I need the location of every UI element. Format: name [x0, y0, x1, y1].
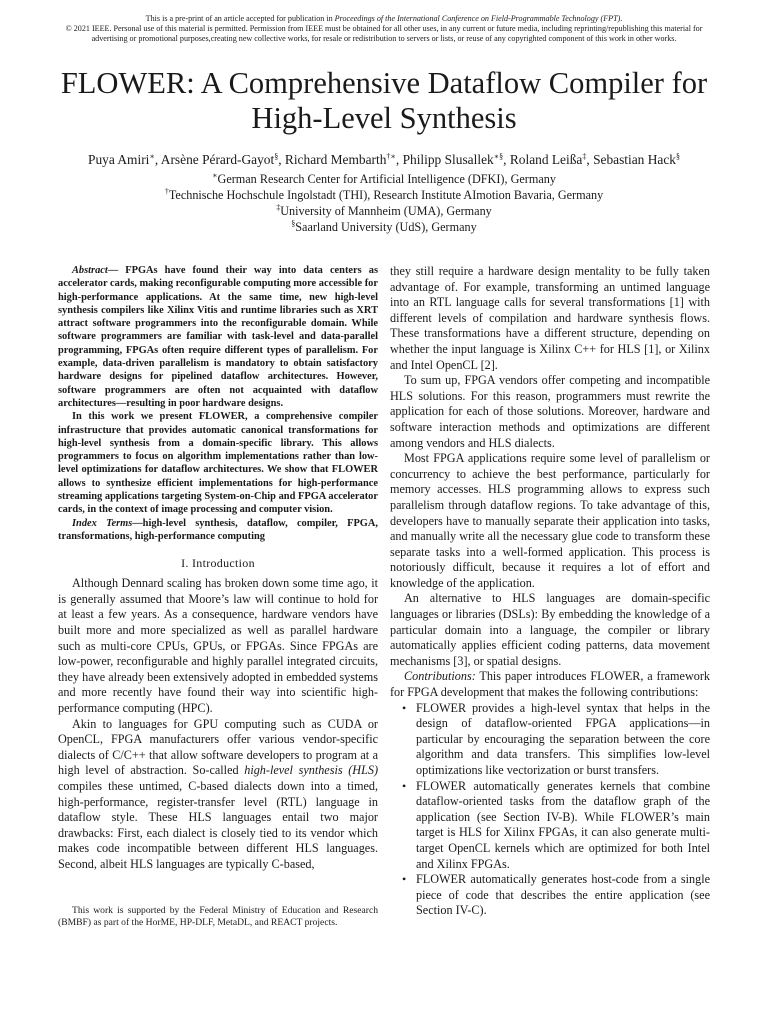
- affiliation-list: [40, 171, 728, 235]
- author: Arsène Pérard-Gayot§,: [160, 152, 285, 167]
- affiliation: †Technische Hochschule Ingolstadt (THI), Research Institute AImotion Bavaria, Germany: [164, 187, 604, 202]
- preprint-notice: [60, 14, 708, 45]
- hls-term: high-level synthesis (HLS): [244, 763, 379, 778]
- funding-footnote: This work is supported by the Federal Ministry of Education and Research (BMBF) as part of the HorME, HP-DLF, MetaDL, and REACT projects.: [58, 905, 378, 928]
- abstract: [58, 264, 378, 543]
- left-column: [58, 264, 378, 873]
- contributions-label: Contributions:: [404, 669, 476, 684]
- index-terms-label: Index Terms: [72, 517, 133, 529]
- introduction-right: [390, 264, 710, 919]
- bullet-icon: •: [402, 872, 407, 887]
- author: Puya Amiri∗,: [88, 152, 161, 167]
- contributions-paragraph: Contributions: This paper introduces FLOWER, a framework for FPGA development that makes the following contributions:: [390, 669, 710, 700]
- body-paragraph: Akin to languages for GPU computing such as CUDA or OpenCL, FPGA manufacturers offer various vendor-specific dialects of C/C++ that allow software developers to program at a high level of abstraction. So-called high-level synthesis (HLS) compiles these untimed, C-based dialects down into a timed, high-performance, register-transfer level (RTL) language in dataflow style. These HLS languages entail two major drawbacks: First, each dialect is closely tied to its vendor which makes code incompatible between different HLS languages. Second, albeit HLS languages are typically C-based,: [58, 716, 379, 871]
- body-paragraph: Most FPGA applications require some level of parallelism or concurrency to achieve the best performance, particularly for memory accesses. HLS programming allows to express such parallelism through dataflow regions. To take advantage of this, developers have to manually separate their application into tasks, and manually write all the necessary glue code to transform these separate tasks into a well-formed application. This process is notoriously difficult, because it requires a lot of effort and knowledge of the application.: [390, 451, 710, 590]
- bullet-icon: •: [402, 700, 407, 715]
- list-item: • FLOWER automatically generates host-code from a single piece of code that describes the entire application (see Section IV-C).: [402, 872, 710, 918]
- body-paragraph: An alternative to HLS languages are domain-specific languages or libraries (DSLs): By embedding the knowledge of a particular domain into a language, the compiler or library automatically applies efficient coding patterns, data movement mechanisms [3], or spatial designs.: [390, 591, 710, 668]
- author-list: [20, 152, 748, 168]
- notice-copyright: © 2021 IEEE. Personal use of this material is permitted. Permission from IEEE must be obtained for all other uses, in any current or future media, including reprinting/republishing this material for advertising or promotional purposes,creating new collective works, for resale or redistribution to servers or lists, or reuse of any copyrighted component of this work in other works.: [65, 24, 703, 44]
- affiliation: ∗German Research Center for Artificial Intelligence (DFKI), Germany: [212, 171, 556, 186]
- abstract-label: Abstract: [72, 265, 108, 276]
- abstract-paragraph: In this work we present FLOWER, a comprehensive compiler infrastructure that provides automatic canonical transformations for high-level synthesis from a domain-specific library. This allows programmers to focus on algorithm implementations rather than low-level optimizations for dataflow architectures. We show that FLOWER allows to synthesize efficient implementations for high-performance streaming applications targeting System-on-Chip and FPGA accelerator cards, in the context of image processing and computer vision.: [58, 411, 378, 516]
- body-paragraph: they still require a hardware design mentality to be fully taken advantage of. For example, transforming an untimed language into an RTL language calls for several transformations [1] with different levels of compilation and hardware synthesis flows. These transformations have a different structure, depending on whether the input language is Xilinx C++ for HLS [1], or Xilinx and Intel OpenCL [2].: [390, 264, 710, 372]
- list-item: • FLOWER provides a high-level syntax that helps in the design of dataflow-oriented FPGA applications—in particular by encouraging the separation between the core algorithm and data transfers. This simplifies low-level optimizations like vectorization or burst transfers.: [402, 700, 710, 777]
- list-item: • FLOWER automatically generates kernels that combine dataflow-oriented tasks from the dataflow graph of the application (see Section IV-B). While FLOWER’s main target is HLS for Xilinx FPGAs, it can also generate multi-target OpenCL kernels which are optimized for both Intel and Xilinx FPGAs.: [402, 778, 710, 871]
- introduction-left: [58, 576, 378, 872]
- index-terms: Index Terms—high-level synthesis, dataflow, compiler, FPGA, transformations, high-performance computing: [58, 517, 378, 542]
- author: Sebastian Hack§: [593, 152, 680, 167]
- affiliation: §Saarland University (UdS), Germany: [291, 219, 477, 234]
- author: Roland Leißa‡,: [509, 152, 594, 167]
- author: Richard Membarth†∗,: [284, 152, 403, 167]
- venue-name: Proceedings of the International Conference on Field-Programmable Technology (FPT): [334, 14, 621, 23]
- paper-title: FLOWER: A Comprehensive Dataflow Compiler for High-Level Synthesis: [60, 66, 708, 135]
- notice-line-venue: This is a pre-print of an article accepted for publication in Proceedings of the International Conference on Field-Programmable Technology (FPT).: [145, 14, 623, 23]
- body-paragraph: Although Dennard scaling has broken down some time ago, it is generally assumed that Moore’s law will continue to hold for at least a few years. As a consequence, hardware vendors have built more and more specialized as well as parallel hardware such as multi-core CPUs, GPUs, or FPGAs. Since FPGAs are low-power, reconfigurable and highly parallel integrated circuits, they have already been extensively adopted in embedded systems and more recently have found their way into scientific high-performance computing (HPC).: [58, 576, 378, 715]
- author: Philipp Slusallek∗§,: [402, 152, 510, 167]
- contribution-list: [390, 701, 710, 919]
- bullet-icon: •: [402, 778, 407, 793]
- affiliation: ‡University of Mannheim (UMA), Germany: [276, 203, 492, 218]
- body-paragraph: To sum up, FPGA vendors offer competing and incompatible HLS solutions. For this reason, programmers must rewrite the application for each of those solutions. Moreover, hardware and software interaction methods and optimizations are different among vendors and HLS dialects.: [390, 373, 710, 450]
- section-heading-introduction: I. Introduction: [181, 556, 255, 571]
- abstract-paragraph: Abstract— FPGAs have found their way into data centers as accelerator cards, making reconfigurable computing more accessible for high-performance applications. At the same time, new high-level synthesis compilers like Xilinx Vitis and runtime libraries such as XRT attract software programmers into the reconfigurable domain. While software programmers are familiar with task-level and data-parallel programming, FPGAs often require different types of parallelism. For example, data-driven parallelism is mandatory to obtain satisfactory hardware designs for pipelined dataflow architectures. However, software programmers are often not acquainted with dataflow architectures—resulting in poor hardware designs.: [58, 265, 378, 409]
- right-column: [390, 264, 710, 919]
